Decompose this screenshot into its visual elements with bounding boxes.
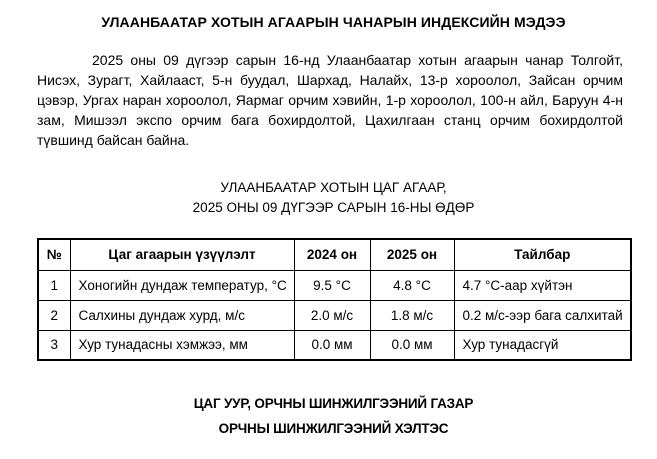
cell-row-number: 3 bbox=[38, 330, 70, 360]
cell-indicator: Хоногийн дундаж температур, °C bbox=[70, 270, 294, 300]
cell-2025-value: 0.0 мм bbox=[370, 330, 454, 360]
cell-remark: 0.2 м/с-ээр бага салхитай bbox=[454, 300, 631, 330]
weather-table bbox=[37, 238, 632, 361]
intro-paragraph: 2025 оны 09 дүгээр сарын 16-нд Улаанбаатар хотын агаарын чанар Толгойт, Нисэх, Зурагт, Хайлааст, 5-н буудал, Шархад, Налайх, 13-р хороолол, Зайсан орчим цэвэр, Ургах наран хороолол, Яармаг орчим хэвийн, 1-р хороолол, 100-н айл, Баруун 4-н зам, Мишээл экспо орчим бага бохирдолтой, Цахилгаан станц орчим бохирдолтой түвшинд байсан байна. bbox=[37, 52, 623, 148]
weather-subtitle bbox=[37, 178, 630, 218]
cell-2025-value: 1.8 м/с bbox=[370, 300, 454, 330]
col-header-number: № bbox=[38, 239, 70, 270]
document-title: УЛААНБААТАР ХОТЫН АГААРЫН ЧАНАРЫН ИНДЕКСИЙН МЭДЭЭ bbox=[101, 14, 566, 30]
table-row bbox=[38, 330, 631, 360]
col-header-indicator: Цаг агаарын үзүүлэлт bbox=[70, 239, 294, 270]
cell-row-number: 1 bbox=[38, 270, 70, 300]
table-row bbox=[38, 300, 631, 330]
cell-2025-value: 4.8 °C bbox=[370, 270, 454, 300]
subtitle-line-1: УЛААНБААТАР ХОТЫН ЦАГ АГААР, bbox=[220, 180, 447, 195]
footer-line-1: ЦАГ УУР, ОРЧНЫ ШИНЖИЛГЭЭНИЙ ГАЗАР bbox=[193, 396, 474, 411]
footer-line-2: ОРЧНЫ ШИНЖИЛГЭЭНИЙ ХЭЛТЭС bbox=[218, 421, 449, 436]
subtitle-line-2: 2025 ОНЫ 09 ДҮГЭЭР САРЫН 16-НЫ ӨДӨР bbox=[192, 200, 475, 215]
table-row bbox=[38, 270, 631, 300]
col-header-year-2024: 2024 он bbox=[294, 239, 370, 270]
table-header-row bbox=[38, 239, 631, 270]
cell-row-number: 2 bbox=[38, 300, 70, 330]
cell-indicator: Салхины дундаж хурд, м/с bbox=[70, 300, 294, 330]
col-header-year-2025: 2025 он bbox=[370, 239, 454, 270]
col-header-remark: Тайлбар bbox=[454, 239, 631, 270]
cell-2024-value: 2.0 м/с bbox=[294, 300, 370, 330]
cell-indicator: Хур тунадасны хэмжээ, мм bbox=[70, 330, 294, 360]
cell-remark: 4.7 °C-аар хүйтэн bbox=[454, 270, 631, 300]
cell-2024-value: 0.0 мм bbox=[294, 330, 370, 360]
cell-remark: Хур тунадасгүй bbox=[454, 330, 631, 360]
agency-footer bbox=[37, 391, 630, 441]
cell-2024-value: 9.5 °C bbox=[294, 270, 370, 300]
